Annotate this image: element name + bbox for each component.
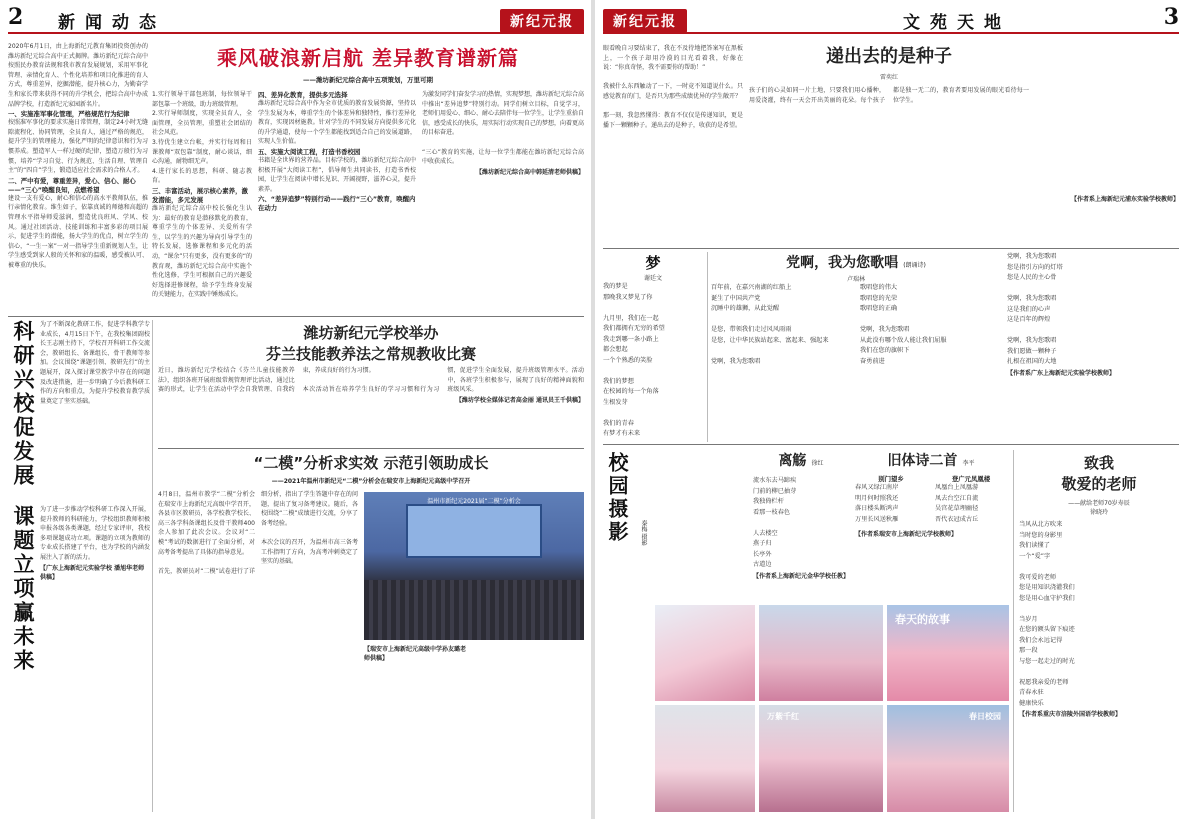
party-title: 党啊，我为您歌唱: [786, 255, 899, 271]
dream-text: 我的梦是 那晚我又梦见了你 九月里，我们在一起 我们都拥有无穷的希望 我走到哪一条小路上 都会想起 一个个熟悉的笑脸 我们的梦想 在校园的每一个角落 生根发芽 我们的青春 有梦才有未来: [603, 283, 665, 437]
seed-headline-block: [749, 42, 1029, 82]
lead-text: 2020年6月1日，由上海新纪元教育集团投资创办的潍坊新纪元综合高中正式揭牌。潍坊新纪元综合高中按照民办教育法规和我市教育发展规划，采用军事化管理、亲情化育人、个性化培养和项目化推进的育人方式，尊重差异，挖掘潜能，提升核心力，为勤奋学生和家长带来获得不同的升学机会，把综合高中办成品牌学校，打造新纪元家园新名片。: [8, 43, 148, 108]
column-divider: [152, 320, 153, 812]
photo-label-3: 春日校园: [969, 711, 1001, 721]
campus-author: 秦梅 摄影: [640, 520, 647, 546]
teacher-title-2: 敬爱的老师: [1061, 475, 1137, 493]
teacher-source: 【作者系重庆市涪陵外国语学校教师】: [1019, 711, 1122, 718]
audience-rows: [364, 580, 584, 640]
science-article: [40, 320, 150, 500]
seed-text: 眼看晚自习要结束了，我在不及待地把答案写在黑板上，一个孩子却用冷漠的目光看着我，好像在说：“你真奇怪，我不需要你的帮助！” 我被什么东西触动了一下，一时竟不知道说什么。只感觉教育的门，是否只为那些成绩优异的学生敞开？ 那一刻，我忽然懂得：教育不仅仅是传递知识，更是播下一颗颗种子。递出去的是种子，收获的是希望。: [603, 45, 743, 129]
skills-title-1: 潍坊新纪元学校举办: [303, 324, 439, 342]
main-col-2-text: 1.实行领导干部包班制，每位领导干部包靠一个班级，助力班级管理。 2.实行导师制度，实现全员育人，全面管理，全员管理，重塑社会团结的社会风范。 3.待优生建立台帐，并实行每周和日课教师“双包靠”制度，耐心谈话，细心沟通，耐物细无声。 4.进行家长的思想，科研、随志教育。: [152, 91, 252, 185]
column-divider: [1013, 450, 1014, 812]
campus-vertical-title: 校园摄影: [605, 452, 629, 544]
oldpoem-1-title: 别门望乡: [878, 475, 904, 483]
teacher-text: 当风从北方吹来 当时您的身影里 我们读懂了 一个“爱”字 我可爱的老师 您是用知识浇灌我们 您是用心血守护我们 当岁月 在您的额头留下痕迹 我们会永远记得 那一段 与您一起走过的时光 祝愿我亲爱的老师 青春永驻 健康快乐: [1019, 521, 1075, 707]
project-title-block: [8, 505, 38, 680]
lima-title: 离觞: [778, 453, 807, 469]
main-col-4-text: 为激发同学们奋发学习的热情，实现梦想，潍坊新纪元综合高中推出“差异追梦”特别行动。同学们树立目标，自觉学习，老师们用爱心、细心、耐心去陪伴每一位学生，让学生重拾自信，感受成长的快乐，用实际行动实现自己的梦想，向着更高的目标奋进。 “三心”教育的实施，让每一位学生都能在潍坊新纪元综合高中收获成长。: [422, 91, 584, 166]
page-number: 2: [8, 4, 24, 30]
oldpoem-columns: [855, 474, 1007, 525]
lima-source: 【作者系上海新纪元金华学校任教】: [753, 572, 849, 580]
page-2-header: [8, 4, 584, 34]
main-headline-block: [152, 42, 584, 86]
page-3: [595, 0, 1187, 819]
seed-title: 递出去的是种子: [826, 46, 952, 67]
main-col-3-subhead: 四、差异化教育，提供多元选择: [258, 91, 348, 99]
project-text: 为了进一步推动学校科研工作深入开展，提升教师的科研能力，学校组织教师积极申报各级各类课题，经过专家评审，我校多项课题成功立项。课题的立项为教师的专业成长搭建了平台，也为学校的内涵发展注入了新的活力。: [40, 506, 150, 561]
party-text: 百年前，在嘉兴南湖的红船上 诞生了中国共产党 沉睡中的雄狮，从此觉醒 是您，带领我们走过风风雨雨 是您，让中华民族站起来、富起来、强起来 党啊，我为您歌唱 歌唱您的伟大 歌唱您的光荣 歌唱您的正确 党啊，我为您歌唱 从此没有哪个敌人能让我们屈服 我们在您的旗帜下 奋勇前进: [711, 284, 947, 365]
lima-author: 徐红: [811, 460, 824, 467]
party-poem: [711, 252, 1001, 440]
exam-source: 【瑞安市上海新纪元高级中学孙友璐老师供稿】: [364, 646, 467, 662]
science-vertical-title: 科研兴校促发展: [11, 320, 36, 488]
lead-text-3: 建设一支有爱心，耐心和信心的高水平教师队伍，推行亲情化教育。维生如子，依靠真诚的师德和高超的管理水平指导师爱滋润，塑造优良班风、学风、校风。通过社团活动、技能训练和丰富多彩的项目展示，促进学生的潜能，扬大学生的优点，树立学生的信心，“一生一案”一对一指导学生重新规划人生，让学生感受到家人般的关怀和家的温暖，感受被认可、被尊重的快乐。: [8, 194, 148, 269]
main-col-3-text: 潍坊新纪元综合高中作为全市优质的教育发展资源，坚持以学生发展为本，尊重学生的个体差异和独特性，推行差异化教育，实现因材施教。针对学生的不同发展方向提供多元化的升学通道，使每一个学生都能找到适合自己的发展道路，实现人生价值。: [258, 100, 416, 146]
main-col-2: [152, 90, 252, 312]
seed-col-1: [603, 44, 743, 244]
exam-headline-block: [158, 452, 584, 486]
campus-title-block: [603, 452, 639, 602]
lead-subhead-2: 二、严中有爱，尊重差异，爱心、信心、耐心——“三心”唤醒良知，点燃希望: [8, 176, 136, 194]
stage-screen: [406, 504, 542, 558]
main-byline: ——潍坊新纪元综合高中五项策划，万里可期: [303, 76, 433, 84]
party-text-2: 党啊，我为您歌唱 您是指引方向的灯塔 您是人民的主心骨 党啊，我为您歌唱 这是我们的心声 这是百年的辉煌 党啊，我为您歌唱 我们愿做一颗种子 扎根在祖国的大地: [1007, 253, 1063, 365]
science-text: 为了不断深化教研工作，促进学科教学专业成长，4月15日下午，在我校集团副校长王志刚主持下，学校召开科研工作交流会，教研组长、备课组长、骨干教师等参加。会议围绕“课题引领、教研先行”的主题展开，深入探讨课堂教学中存在的问题及改进措施，进一步明确了今后教科研工作的方向和重点，为提升学校教育教学质量奠定了坚实基础。: [40, 321, 150, 405]
oldpoem-1-text: 春风又绿江南岸 明月何时照我还 落日楼头断鸿声 万里长风送秋雁: [855, 484, 899, 523]
campus-photo-5: [759, 705, 883, 812]
oldpoem-block: [855, 450, 1007, 600]
section-name: 新闻动态: [58, 13, 166, 33]
party-subtitle: (朗诵诗): [903, 262, 926, 269]
main-col-4: [422, 90, 584, 312]
campus-photo-1: [655, 605, 755, 701]
party-columns: [711, 283, 1001, 367]
teacher-poem: [1019, 452, 1179, 812]
campus-photo-4: [655, 705, 755, 812]
oldpoem-2-text: 凤凰台上凤凰游 凤去台空江自流 吴宫花草埋幽径 晋代衣冠成古丘: [935, 484, 979, 523]
main-headline: 乘风破浪新启航 差异教育谱新篇: [217, 46, 519, 70]
oldpoem-title: 旧体诗二首: [887, 453, 958, 469]
dream-author: 谢廷文: [643, 275, 662, 282]
conference-photo: [364, 492, 584, 640]
seed-source: 【作者系上海新纪元浦东实验学校教师】: [1070, 196, 1179, 203]
campus-author-block: [639, 520, 651, 610]
exam-article-continued: [364, 644, 584, 812]
section-name: 文苑天地: [903, 13, 1011, 33]
page-3-header: [603, 4, 1179, 34]
exam-article: [158, 490, 358, 812]
main-col-3-subhead-3: 六、“差异追梦”特别行动——践行“三心”教育，唤醒内在动力: [258, 195, 416, 213]
lima-poem: [753, 450, 849, 600]
oldpoem-author: 李平: [962, 460, 975, 467]
party-source: 【作者系广东上海新纪元实验学校教师】: [1007, 369, 1116, 377]
skills-article: [158, 366, 584, 444]
main-col-3-subhead-2: 五、实施大阅读工程，打造书香校园: [258, 147, 361, 156]
teacher-title-1: 致我: [1083, 454, 1114, 472]
newspaper-logo: 新纪元报: [500, 9, 584, 33]
column-divider: [707, 252, 708, 442]
dream-title: 梦: [645, 254, 661, 272]
skills-headline-block: [158, 322, 584, 362]
seed-text-2: 孩子们的心灵如同一片土地，只要我们用心播种，用爱浇灌，终有一天会开出美丽的花朵。每个孩子都是独一无二的，教育者要用发展的眼光看待每一位学生。: [749, 87, 1029, 104]
project-source: 【广东上海新纪元实验学校 潘旭华老师供稿】: [40, 564, 145, 581]
party-poem-continued: [1007, 252, 1179, 440]
main-col-3-text-2: 书籍是全世界的营养品。目标学校的，潍坊新纪元综合高中积极开展“大阅读工程”，倡导师生共同读书，打造书香校园，让学生在阅读中增长见识、开阔视野，滋养心灵，提升素养。: [258, 156, 416, 193]
dream-poem: [603, 252, 703, 440]
divider: [603, 444, 1179, 445]
exam-text: 4月8日，温州市教学“二模”分析会在瑞安市上海新纪元高级中学召开，各县市区教研员，各学校教学校长、高三各学科备课组长及骨干教师400余人参加了此次会议。会议对“二模”考试的数据进行了全面分析，对高考备考提出了具体的指导意见。 首先，教研员对“二模”试卷进行了详细分析，指出了学生答题中存在的问题，提出了复习备考建议。随后，各校围绕“二模”成绩进行交流，分享了备考经验。 本次会议的召开，为温州市高三备考工作指明了方向，为高考冲刺奠定了坚实的基础。: [158, 491, 358, 575]
oldpoem-2-title: 登广元凤凰楼: [951, 475, 991, 483]
lead-column: [8, 42, 148, 312]
page-2: [0, 0, 592, 819]
photo-label-1: 春天的故事: [895, 613, 950, 626]
seed-col-3: [1035, 44, 1179, 244]
lead-text-2: 按照准军事化的要求实施日常管理，制定24小时无缝隙流程化、协同管理，全员育人，通过严格的规范，提升学生的管理能力，强化严明的纪律意识和行为习惯养成。塑造军人一样过硬的纪律，塑造万般行为习惯，培养“学习自觉、行为规范、生活自理、管理自主”的“四自”学生，锻造适应社会需求的合格人才。: [8, 119, 148, 175]
exam-title: “二模”分析求实效 示范引领助成长: [253, 454, 489, 472]
skills-text: 近日，潍坊新纪元学校结合《芬兰儿童技能教养法》，组织各班开展班级常规管理评比活动，通过比赛的形式，让学生在活动中学会自我管理、自我约束，养成良好的行为习惯。 本次活动旨在培养学生良好的学习习惯和行为习惯，促进学生全面发展，提升班级管理水平。活动中，各班学生积极参与，展现了良好的精神面貌和班级风采。: [158, 367, 584, 394]
teacher-author: 徐晓玲: [1089, 509, 1108, 516]
science-title-block: [8, 320, 38, 500]
teacher-byline: ——献给老师70岁寿辰: [1068, 500, 1130, 507]
exam-byline: ——2021年温州市新纪元“二模”分析会在瑞安市上海新纪元高级中学召开: [271, 478, 471, 485]
seed-author: 雷奕红: [879, 74, 898, 81]
campus-photo-6: [887, 705, 1009, 812]
project-vertical-title: 课题立项赢未来: [11, 505, 36, 673]
seed-col-2: [749, 86, 1029, 246]
skills-title-2: 芬兰技能教养法之常规教收比赛: [265, 345, 476, 362]
main-col-4-source: 【潍坊新纪元综合高中韩延清老师供稿】: [475, 168, 584, 176]
main-col-2-subhead: 三、丰富活动，展示核心素养，激发潜能，多元发展: [152, 186, 248, 204]
campus-photo-2: [759, 605, 883, 701]
skills-source: 【潍坊学校全媒体记者高金丽 通讯员王千供稿】: [455, 396, 584, 404]
party-title-row: [711, 252, 1001, 272]
campus-photo-3: [887, 605, 1009, 701]
divider: [603, 248, 1179, 249]
lead-subhead-1: 一、实施准军事化管理，严格规范行为纪律: [8, 110, 130, 119]
main-col-3: [258, 90, 416, 312]
photo-banner-text: 温州市新纪元2021届“二模”分析会: [427, 498, 521, 505]
divider: [158, 448, 584, 449]
lima-text: 流水东去马蹄疾 门前的柳已抽芽 我独倚栏杆 看那一枝春色 人去楼空 燕子归 长亭外 古道边: [753, 477, 797, 568]
oldpoem-source: 【作者系瑞安市上海新纪元学校教师】: [855, 531, 958, 538]
project-article: [40, 505, 150, 810]
page-number: 3: [1163, 4, 1179, 30]
photo-label-2: 万紫千红: [767, 711, 799, 721]
main-col-2-text-2: 潍坊新纪元综合高中校长强化生认为：最好的教育是潜移默化的教育，尊重学生的个体差异、关爱所有学生，以学生的兴趣为导向引导学生的特长发展，选修课程和多元化的活动，“课余”只有更多，没有更多的“的教育观，潍坊新纪元综合高中实施个性化选修，学生可根据自己的兴趣爱好选择进修课程，给予学生终身发展的关键能力，在实践中锤炼成长。: [152, 204, 252, 299]
divider: [8, 316, 584, 317]
party-author: 卢瑞林: [846, 276, 865, 283]
newspaper-logo: 新纪元报: [603, 9, 687, 33]
